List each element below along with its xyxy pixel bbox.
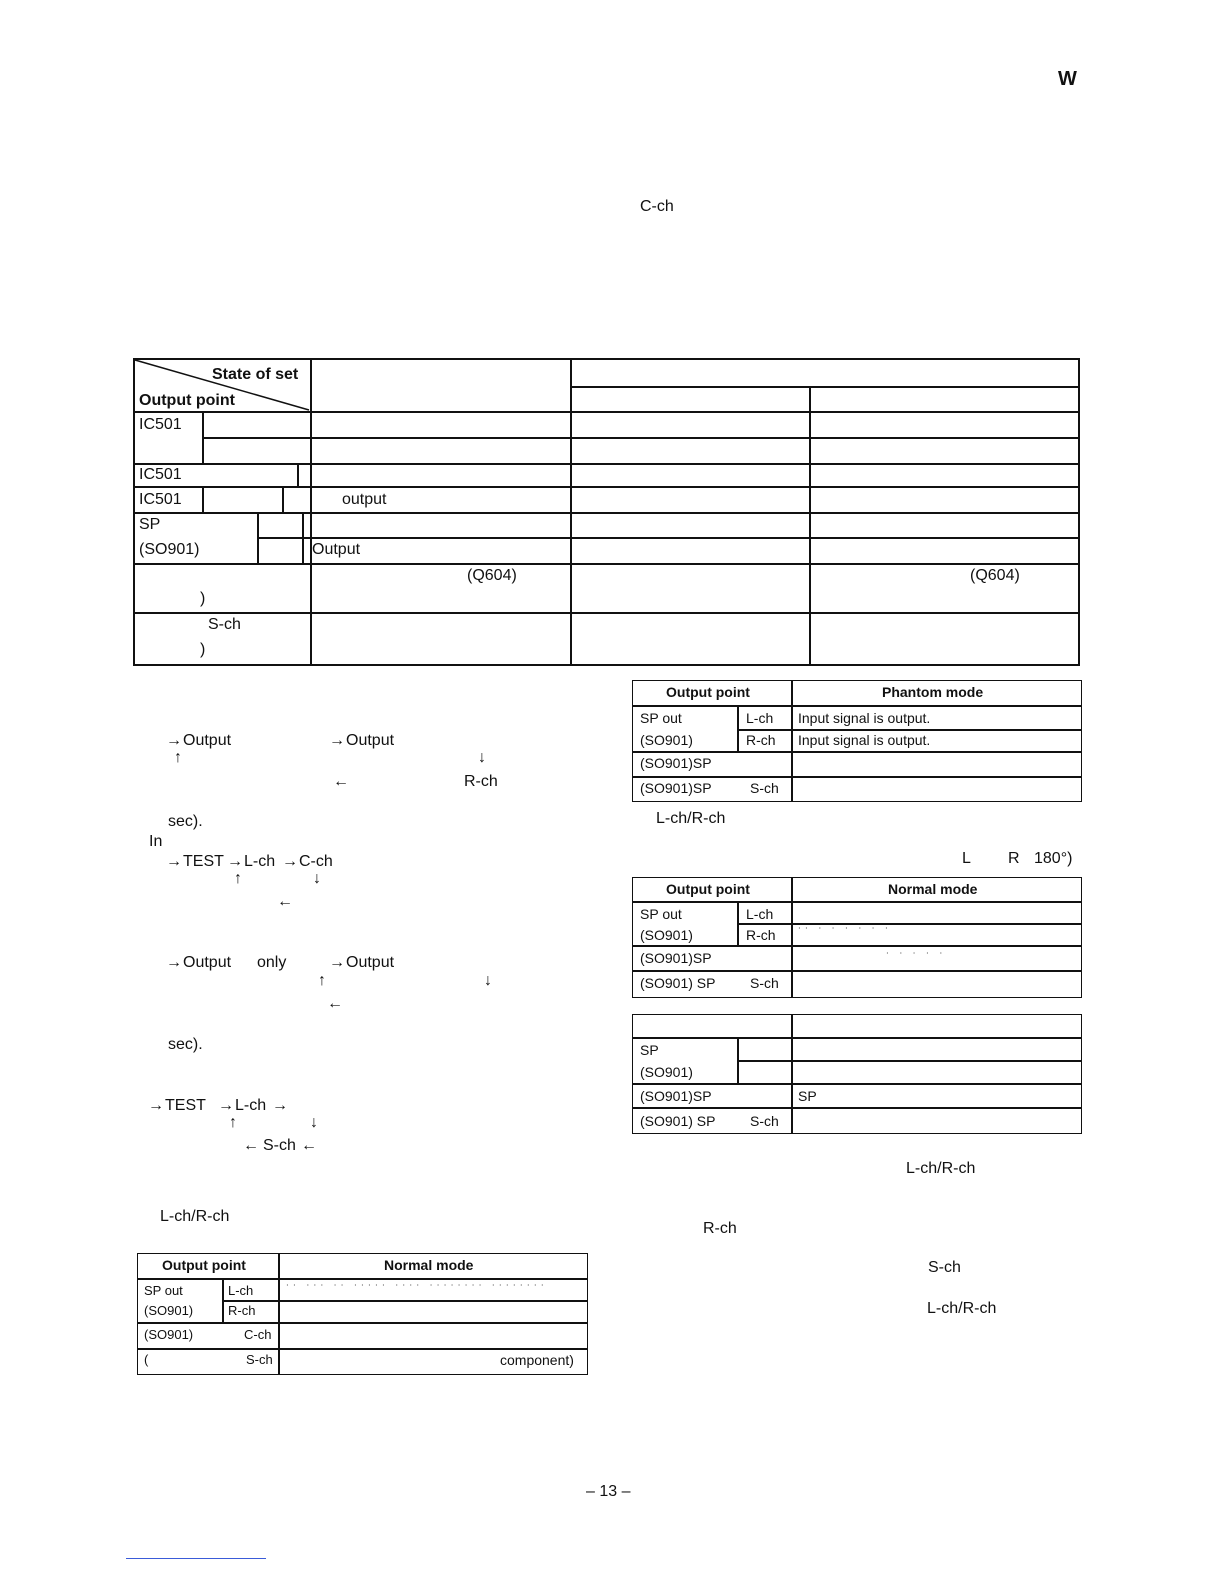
arrow-down-2: ↓	[313, 870, 321, 887]
normal-l-sch: S-ch	[246, 1352, 273, 1367]
left-only: only	[257, 954, 287, 971]
right-lower-lchrch-1: L-ch/R-ch	[906, 1160, 976, 1177]
row-ic501-c-output: output	[342, 491, 387, 508]
faded-text: ˙˙ ˙ ˙ ˙ ˙ ˙ ˙	[798, 925, 892, 939]
normal-l-rch: R-ch	[228, 1303, 256, 1318]
arrow-up-2: ↑	[234, 870, 242, 887]
left-test-2: TEST	[165, 1097, 206, 1114]
blank-so901: (SO901)	[640, 1064, 693, 1080]
phantom-rch: R-ch	[746, 732, 776, 748]
intro-cch: C-ch	[640, 198, 674, 215]
phantom-header-point: Output point	[666, 684, 750, 700]
page-number: – 13 –	[586, 1483, 631, 1500]
normal-r-sch: S-ch	[750, 975, 779, 991]
row-sp: SP	[139, 516, 161, 533]
row-ic501-a: IC501	[139, 416, 182, 433]
right-lower-rch: R-ch	[703, 1220, 737, 1237]
left-lch-1: L-ch	[244, 853, 276, 870]
arrow-up-3: ↑	[318, 972, 326, 989]
left-test-1: TEST	[183, 853, 224, 870]
right-deg: 180°)	[1034, 850, 1073, 867]
arrow-right-9: →	[218, 1097, 234, 1114]
normal-r-sp-out: SP out	[640, 906, 682, 922]
phantom-sp-out: SP out	[640, 710, 682, 726]
bottom-rule	[126, 1558, 266, 1559]
row-ic501-b: IC501	[139, 466, 182, 483]
phantom-so901sp-1: (SO901)SP	[640, 755, 712, 771]
arrow-right-5: →	[282, 853, 298, 870]
corner-state-label: State of set	[212, 366, 299, 383]
arrow-left-4: ←	[243, 1137, 259, 1154]
left-output-2: Output	[346, 732, 395, 749]
arrow-right-2: →	[329, 732, 345, 749]
right-l: L	[962, 850, 971, 867]
arrow-up-4: ↑	[229, 1114, 237, 1131]
left-sec-1: sec).	[168, 813, 203, 830]
row-so901: (SO901)	[139, 541, 200, 558]
left-rch: R-ch	[464, 773, 498, 790]
phantom-so901: (SO901)	[640, 732, 693, 748]
row-so901-output: Output	[312, 541, 361, 558]
phantom-r-value: Input signal is output.	[798, 732, 931, 748]
arrow-left-5: ←	[301, 1137, 317, 1154]
blank-sp: SP	[640, 1042, 659, 1058]
normal-l-so901-2: (SO901)	[144, 1327, 194, 1342]
row-ic501-c: IC501	[139, 491, 182, 508]
faded-text: ˙˙ ˙˙˙ ˙˙ ˙˙˙˙˙ ˙˙˙˙ ˙˙˙˙˙˙˙˙ ˙˙˙˙˙˙˙˙	[286, 1282, 548, 1296]
arrow-right-1: →	[166, 732, 182, 749]
left-cch-1: C-ch	[299, 853, 333, 870]
row-paren-1: )	[200, 590, 206, 607]
row-paren-2: )	[200, 641, 206, 658]
arrow-down-4: ↓	[310, 1114, 318, 1131]
arrow-right-8: →	[148, 1097, 164, 1114]
left-sch: S-ch	[263, 1137, 296, 1154]
row-q604-left: (Q604)	[467, 567, 517, 584]
normal-r-so901: (SO901)	[640, 927, 693, 943]
normal-l-lch: L-ch	[228, 1283, 254, 1298]
arrow-right-10: →	[272, 1097, 288, 1114]
normal-r-so901sp-2: (SO901) SP	[640, 975, 716, 991]
normal-l-header-mode: Normal mode	[384, 1257, 474, 1273]
normal-l-sp-out: SP out	[144, 1283, 183, 1298]
row-sch: S-ch	[208, 616, 241, 633]
arrow-down-3: ↓	[484, 972, 492, 989]
right-r: R	[1008, 850, 1020, 867]
blank-sch: S-ch	[750, 1113, 779, 1129]
arrow-right-6: →	[166, 954, 182, 971]
right-lower-sch: S-ch	[928, 1259, 961, 1276]
normal-r-header-mode: Normal mode	[888, 881, 978, 897]
arrow-left-2: ←	[277, 893, 293, 910]
normal-l-paren: (	[144, 1352, 149, 1367]
phantom-l-value: Input signal is output.	[798, 710, 931, 726]
right-lchrch: L-ch/R-ch	[656, 810, 726, 827]
phantom-lch: L-ch	[746, 710, 774, 726]
left-lch-2: L-ch	[235, 1097, 267, 1114]
header-letter: W	[1058, 68, 1077, 90]
arrow-right-4: →	[227, 853, 243, 870]
normal-l-cch: C-ch	[244, 1327, 272, 1342]
right-lower-lchrch-2: L-ch/R-ch	[927, 1300, 997, 1317]
arrow-right-3: →	[166, 853, 182, 870]
corner-output-label: Output point	[139, 392, 235, 409]
normal-l-component: component)	[500, 1352, 574, 1368]
row-q604-right: (Q604)	[970, 567, 1020, 584]
normal-r-so901sp-1: (SO901)SP	[640, 950, 712, 966]
normal-l-header-point: Output point	[162, 1257, 246, 1273]
faded-text: ˙ ˙ ˙ ˙ ˙	[886, 950, 947, 964]
left-output-4: Output	[346, 954, 395, 971]
phantom-header-mode: Phantom mode	[882, 684, 984, 700]
blank-so901sp-2: (SO901) SP	[640, 1113, 716, 1129]
left-output-3: Output	[183, 954, 232, 971]
arrow-left-1: ←	[333, 773, 349, 790]
blank-so901sp-1: (SO901)SP	[640, 1088, 712, 1104]
normal-r-header-point: Output point	[666, 881, 750, 897]
left-output-1: Output	[183, 732, 232, 749]
normal-r-rch: R-ch	[746, 927, 776, 943]
arrow-left-3: ←	[327, 995, 343, 1012]
left-lchrch: L-ch/R-ch	[160, 1208, 230, 1225]
left-in: In	[149, 833, 163, 850]
arrow-up-1: ↑	[174, 749, 182, 766]
blank-sp-val: SP	[798, 1088, 817, 1104]
normal-l-so901: (SO901)	[144, 1303, 194, 1318]
left-sec-2: sec).	[168, 1036, 203, 1053]
phantom-sch: S-ch	[750, 780, 779, 796]
phantom-so901sp-2: (SO901)SP	[640, 780, 712, 796]
arrow-down-1: ↓	[478, 749, 486, 766]
arrow-right-7: →	[329, 954, 345, 971]
normal-r-lch: L-ch	[746, 906, 774, 922]
